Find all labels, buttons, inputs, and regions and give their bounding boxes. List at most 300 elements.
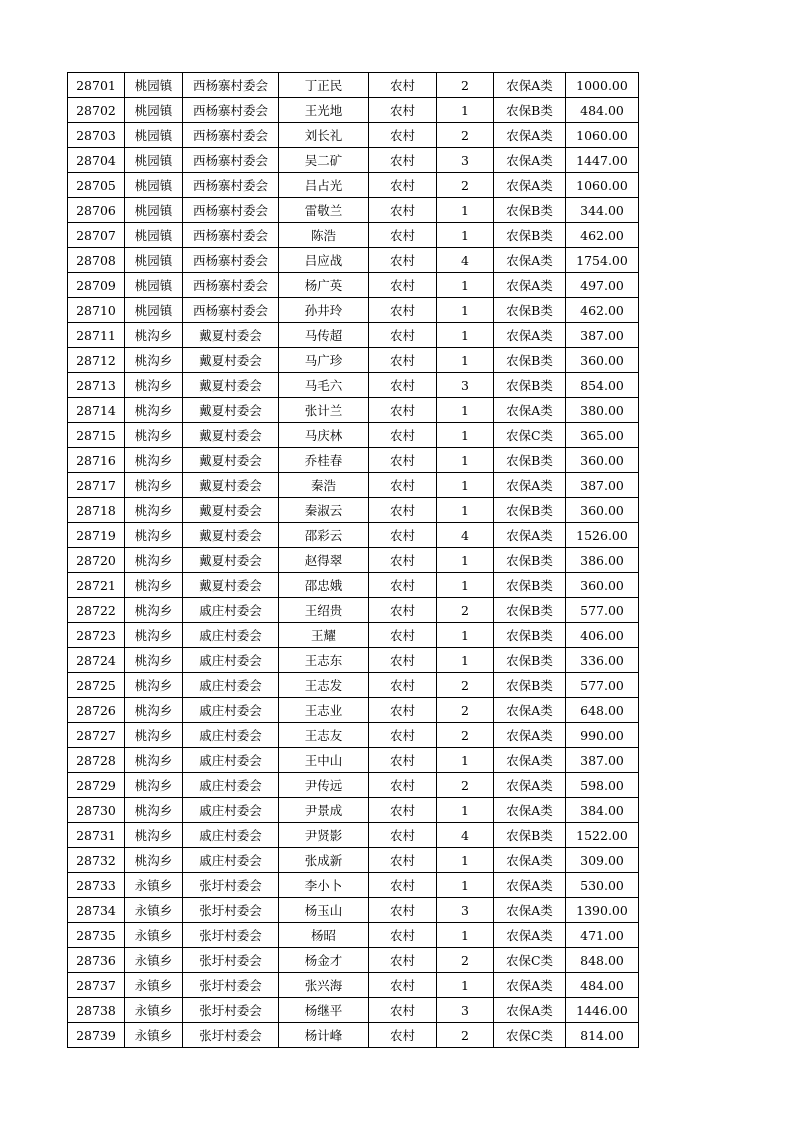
table-row: [68, 898, 639, 923]
table-row: [68, 98, 639, 123]
serial-number-cell: 28737: [68, 973, 125, 998]
village-committee-cell: 戚庄村委会: [183, 598, 279, 623]
township-cell: 桃沟乡: [125, 823, 183, 848]
serial-number-cell: 28703: [68, 123, 125, 148]
name-cell: 王耀: [279, 623, 369, 648]
table-row: [68, 73, 639, 98]
township-cell: 桃沟乡: [125, 698, 183, 723]
village-committee-cell: 戴夏村委会: [183, 548, 279, 573]
table-row: [68, 723, 639, 748]
name-cell: 王志发: [279, 673, 369, 698]
name-cell: 孙井玲: [279, 298, 369, 323]
name-cell: 刘长礼: [279, 123, 369, 148]
amount-cell: 848.00: [566, 948, 639, 973]
amount-cell: 1060.00: [566, 173, 639, 198]
household-type-cell: 农村: [369, 598, 437, 623]
household-type-cell: 农村: [369, 998, 437, 1023]
name-cell: 杨计峰: [279, 1023, 369, 1048]
township-cell: 永镇乡: [125, 898, 183, 923]
village-committee-cell: 西杨寨村委会: [183, 248, 279, 273]
amount-cell: 471.00: [566, 923, 639, 948]
amount-cell: 387.00: [566, 748, 639, 773]
amount-cell: 360.00: [566, 573, 639, 598]
table-row: [68, 1023, 639, 1048]
serial-number-cell: 28715: [68, 423, 125, 448]
township-cell: 永镇乡: [125, 998, 183, 1023]
insurance-class-cell: 农保C类: [494, 1023, 566, 1048]
people-count-cell: 1: [437, 973, 494, 998]
insurance-class-cell: 农保B类: [494, 448, 566, 473]
records-table: [67, 72, 639, 1048]
name-cell: 张兴海: [279, 973, 369, 998]
insurance-class-cell: 农保A类: [494, 898, 566, 923]
name-cell: 马庆林: [279, 423, 369, 448]
table-row: [68, 998, 639, 1023]
amount-cell: 598.00: [566, 773, 639, 798]
table-row: [68, 448, 639, 473]
people-count-cell: 1: [437, 498, 494, 523]
table-row: [68, 423, 639, 448]
insurance-class-cell: 农保A类: [494, 323, 566, 348]
township-cell: 桃沟乡: [125, 723, 183, 748]
name-cell: 张成新: [279, 848, 369, 873]
township-cell: 桃沟乡: [125, 498, 183, 523]
insurance-class-cell: 农保A类: [494, 748, 566, 773]
insurance-class-cell: 农保A类: [494, 873, 566, 898]
name-cell: 李小卜: [279, 873, 369, 898]
insurance-class-cell: 农保A类: [494, 398, 566, 423]
serial-number-cell: 28708: [68, 248, 125, 273]
people-count-cell: 1: [437, 798, 494, 823]
table-row: [68, 123, 639, 148]
amount-cell: 1526.00: [566, 523, 639, 548]
serial-number-cell: 28718: [68, 498, 125, 523]
household-type-cell: 农村: [369, 948, 437, 973]
insurance-class-cell: 农保C类: [494, 423, 566, 448]
table-row: [68, 248, 639, 273]
household-type-cell: 农村: [369, 298, 437, 323]
amount-cell: 648.00: [566, 698, 639, 723]
serial-number-cell: 28706: [68, 198, 125, 223]
insurance-class-cell: 农保B类: [494, 573, 566, 598]
serial-number-cell: 28702: [68, 98, 125, 123]
table-row: [68, 698, 639, 723]
people-count-cell: 2: [437, 73, 494, 98]
household-type-cell: 农村: [369, 648, 437, 673]
table-row: [68, 948, 639, 973]
people-count-cell: 2: [437, 1023, 494, 1048]
insurance-class-cell: 农保B类: [494, 598, 566, 623]
township-cell: 桃沟乡: [125, 398, 183, 423]
serial-number-cell: 28707: [68, 223, 125, 248]
serial-number-cell: 28739: [68, 1023, 125, 1048]
household-type-cell: 农村: [369, 848, 437, 873]
township-cell: 桃沟乡: [125, 423, 183, 448]
household-type-cell: 农村: [369, 523, 437, 548]
serial-number-cell: 28713: [68, 373, 125, 398]
table-row: [68, 873, 639, 898]
township-cell: 桃园镇: [125, 73, 183, 98]
village-committee-cell: 张圩村委会: [183, 998, 279, 1023]
village-committee-cell: 戚庄村委会: [183, 723, 279, 748]
people-count-cell: 1: [437, 423, 494, 448]
township-cell: 桃沟乡: [125, 323, 183, 348]
table-row: [68, 498, 639, 523]
amount-cell: 1446.00: [566, 998, 639, 1023]
serial-number-cell: 28714: [68, 398, 125, 423]
people-count-cell: 1: [437, 848, 494, 873]
village-committee-cell: 西杨寨村委会: [183, 148, 279, 173]
serial-number-cell: 28712: [68, 348, 125, 373]
amount-cell: 577.00: [566, 673, 639, 698]
township-cell: 桃沟乡: [125, 598, 183, 623]
name-cell: 杨玉山: [279, 898, 369, 923]
household-type-cell: 农村: [369, 698, 437, 723]
township-cell: 桃园镇: [125, 98, 183, 123]
household-type-cell: 农村: [369, 798, 437, 823]
township-cell: 桃沟乡: [125, 773, 183, 798]
household-type-cell: 农村: [369, 898, 437, 923]
table-row: [68, 323, 639, 348]
household-type-cell: 农村: [369, 323, 437, 348]
amount-cell: 1447.00: [566, 148, 639, 173]
village-committee-cell: 张圩村委会: [183, 898, 279, 923]
people-count-cell: 1: [437, 323, 494, 348]
amount-cell: 336.00: [566, 648, 639, 673]
village-committee-cell: 西杨寨村委会: [183, 173, 279, 198]
name-cell: 王绍贵: [279, 598, 369, 623]
household-type-cell: 农村: [369, 248, 437, 273]
serial-number-cell: 28719: [68, 523, 125, 548]
serial-number-cell: 28724: [68, 648, 125, 673]
insurance-class-cell: 农保B类: [494, 298, 566, 323]
serial-number-cell: 28720: [68, 548, 125, 573]
household-type-cell: 农村: [369, 398, 437, 423]
village-committee-cell: 张圩村委会: [183, 873, 279, 898]
name-cell: 秦浩: [279, 473, 369, 498]
village-committee-cell: 西杨寨村委会: [183, 98, 279, 123]
table-row: [68, 748, 639, 773]
village-committee-cell: 戴夏村委会: [183, 523, 279, 548]
amount-cell: 1754.00: [566, 248, 639, 273]
village-committee-cell: 张圩村委会: [183, 948, 279, 973]
people-count-cell: 1: [437, 223, 494, 248]
name-cell: 乔桂春: [279, 448, 369, 473]
people-count-cell: 1: [437, 473, 494, 498]
people-count-cell: 1: [437, 273, 494, 298]
table-row: [68, 573, 639, 598]
people-count-cell: 4: [437, 248, 494, 273]
table-row: [68, 823, 639, 848]
insurance-class-cell: 农保A类: [494, 923, 566, 948]
people-count-cell: 2: [437, 698, 494, 723]
township-cell: 桃沟乡: [125, 348, 183, 373]
village-committee-cell: 戚庄村委会: [183, 748, 279, 773]
village-committee-cell: 戚庄村委会: [183, 648, 279, 673]
insurance-class-cell: 农保B类: [494, 673, 566, 698]
household-type-cell: 农村: [369, 498, 437, 523]
table-row: [68, 848, 639, 873]
table-row: [68, 398, 639, 423]
name-cell: 陈浩: [279, 223, 369, 248]
insurance-class-cell: 农保A类: [494, 173, 566, 198]
village-committee-cell: 张圩村委会: [183, 923, 279, 948]
amount-cell: 386.00: [566, 548, 639, 573]
name-cell: 吴二矿: [279, 148, 369, 173]
table-row: [68, 673, 639, 698]
table-row: [68, 973, 639, 998]
household-type-cell: 农村: [369, 123, 437, 148]
township-cell: 桃沟乡: [125, 373, 183, 398]
amount-cell: 854.00: [566, 373, 639, 398]
amount-cell: 1060.00: [566, 123, 639, 148]
amount-cell: 309.00: [566, 848, 639, 873]
village-committee-cell: 戴夏村委会: [183, 373, 279, 398]
table-row: [68, 173, 639, 198]
name-cell: 赵得翠: [279, 548, 369, 573]
people-count-cell: 4: [437, 523, 494, 548]
village-committee-cell: 戚庄村委会: [183, 698, 279, 723]
household-type-cell: 农村: [369, 673, 437, 698]
insurance-class-cell: 农保A类: [494, 248, 566, 273]
name-cell: 尹景成: [279, 798, 369, 823]
table-row: [68, 923, 639, 948]
township-cell: 桃园镇: [125, 223, 183, 248]
insurance-class-cell: 农保A类: [494, 123, 566, 148]
township-cell: 永镇乡: [125, 973, 183, 998]
name-cell: 王中山: [279, 748, 369, 773]
insurance-class-cell: 农保A类: [494, 723, 566, 748]
township-cell: 永镇乡: [125, 948, 183, 973]
serial-number-cell: 28704: [68, 148, 125, 173]
village-committee-cell: 戚庄村委会: [183, 823, 279, 848]
amount-cell: 365.00: [566, 423, 639, 448]
amount-cell: 990.00: [566, 723, 639, 748]
insurance-class-cell: 农保B类: [494, 548, 566, 573]
table-row: [68, 648, 639, 673]
village-committee-cell: 戴夏村委会: [183, 348, 279, 373]
household-type-cell: 农村: [369, 973, 437, 998]
serial-number-cell: 28710: [68, 298, 125, 323]
people-count-cell: 1: [437, 573, 494, 598]
people-count-cell: 1: [437, 448, 494, 473]
insurance-class-cell: 农保B类: [494, 623, 566, 648]
table-row: [68, 598, 639, 623]
household-type-cell: 农村: [369, 223, 437, 248]
village-committee-cell: 戚庄村委会: [183, 773, 279, 798]
people-count-cell: 4: [437, 823, 494, 848]
insurance-class-cell: 农保A类: [494, 798, 566, 823]
village-committee-cell: 西杨寨村委会: [183, 73, 279, 98]
household-type-cell: 农村: [369, 273, 437, 298]
name-cell: 王志东: [279, 648, 369, 673]
people-count-cell: 1: [437, 98, 494, 123]
township-cell: 桃沟乡: [125, 748, 183, 773]
insurance-class-cell: 农保A类: [494, 998, 566, 1023]
people-count-cell: 1: [437, 398, 494, 423]
amount-cell: 1522.00: [566, 823, 639, 848]
amount-cell: 1000.00: [566, 73, 639, 98]
people-count-cell: 2: [437, 123, 494, 148]
amount-cell: 387.00: [566, 473, 639, 498]
township-cell: 桃沟乡: [125, 848, 183, 873]
insurance-class-cell: 农保C类: [494, 948, 566, 973]
name-cell: 雷敬兰: [279, 198, 369, 223]
township-cell: 桃沟乡: [125, 573, 183, 598]
insurance-class-cell: 农保B类: [494, 223, 566, 248]
township-cell: 桃园镇: [125, 298, 183, 323]
table-row: [68, 273, 639, 298]
village-committee-cell: 张圩村委会: [183, 1023, 279, 1048]
amount-cell: 360.00: [566, 498, 639, 523]
household-type-cell: 农村: [369, 98, 437, 123]
amount-cell: 360.00: [566, 348, 639, 373]
insurance-class-cell: 农保A类: [494, 523, 566, 548]
household-type-cell: 农村: [369, 623, 437, 648]
township-cell: 桃园镇: [125, 173, 183, 198]
household-type-cell: 农村: [369, 823, 437, 848]
table-row: [68, 148, 639, 173]
people-count-cell: 1: [437, 348, 494, 373]
insurance-class-cell: 农保A类: [494, 473, 566, 498]
people-count-cell: 1: [437, 298, 494, 323]
township-cell: 桃沟乡: [125, 548, 183, 573]
household-type-cell: 农村: [369, 723, 437, 748]
serial-number-cell: 28711: [68, 323, 125, 348]
village-committee-cell: 戚庄村委会: [183, 623, 279, 648]
amount-cell: 530.00: [566, 873, 639, 898]
township-cell: 桃沟乡: [125, 473, 183, 498]
table-row: [68, 223, 639, 248]
amount-cell: 497.00: [566, 273, 639, 298]
serial-number-cell: 28732: [68, 848, 125, 873]
table-row: [68, 298, 639, 323]
village-committee-cell: 戴夏村委会: [183, 573, 279, 598]
household-type-cell: 农村: [369, 1023, 437, 1048]
township-cell: 桃园镇: [125, 123, 183, 148]
people-count-cell: 1: [437, 198, 494, 223]
insurance-class-cell: 农保B类: [494, 373, 566, 398]
name-cell: 马广珍: [279, 348, 369, 373]
township-cell: 桃园镇: [125, 273, 183, 298]
village-committee-cell: 西杨寨村委会: [183, 198, 279, 223]
village-committee-cell: 戴夏村委会: [183, 473, 279, 498]
serial-number-cell: 28728: [68, 748, 125, 773]
village-committee-cell: 戚庄村委会: [183, 798, 279, 823]
table-row: [68, 548, 639, 573]
name-cell: 邵彩云: [279, 523, 369, 548]
insurance-class-cell: 农保A类: [494, 698, 566, 723]
serial-number-cell: 28736: [68, 948, 125, 973]
name-cell: 丁正民: [279, 73, 369, 98]
serial-number-cell: 28701: [68, 73, 125, 98]
township-cell: 永镇乡: [125, 873, 183, 898]
village-committee-cell: 戴夏村委会: [183, 323, 279, 348]
table-row: [68, 798, 639, 823]
name-cell: 秦淑云: [279, 498, 369, 523]
serial-number-cell: 28725: [68, 673, 125, 698]
household-type-cell: 农村: [369, 448, 437, 473]
insurance-class-cell: 农保B类: [494, 198, 566, 223]
serial-number-cell: 28729: [68, 773, 125, 798]
amount-cell: 484.00: [566, 98, 639, 123]
name-cell: 王志友: [279, 723, 369, 748]
village-committee-cell: 戴夏村委会: [183, 398, 279, 423]
township-cell: 桃园镇: [125, 198, 183, 223]
amount-cell: 462.00: [566, 298, 639, 323]
table-row: [68, 773, 639, 798]
household-type-cell: 农村: [369, 348, 437, 373]
village-committee-cell: 戚庄村委会: [183, 848, 279, 873]
amount-cell: 406.00: [566, 623, 639, 648]
village-committee-cell: 西杨寨村委会: [183, 123, 279, 148]
people-count-cell: 3: [437, 998, 494, 1023]
people-count-cell: 1: [437, 748, 494, 773]
household-type-cell: 农村: [369, 748, 437, 773]
table-row: [68, 348, 639, 373]
insurance-class-cell: 农保A类: [494, 773, 566, 798]
township-cell: 桃沟乡: [125, 623, 183, 648]
insurance-class-cell: 农保A类: [494, 848, 566, 873]
name-cell: 杨继平: [279, 998, 369, 1023]
people-count-cell: 3: [437, 898, 494, 923]
village-committee-cell: 戚庄村委会: [183, 673, 279, 698]
insurance-class-cell: 农保B类: [494, 498, 566, 523]
name-cell: 马传超: [279, 323, 369, 348]
table-row: [68, 623, 639, 648]
people-count-cell: 1: [437, 623, 494, 648]
people-count-cell: 1: [437, 923, 494, 948]
serial-number-cell: 28730: [68, 798, 125, 823]
name-cell: 尹贤影: [279, 823, 369, 848]
table-row: [68, 523, 639, 548]
township-cell: 桃沟乡: [125, 648, 183, 673]
table-row: [68, 473, 639, 498]
serial-number-cell: 28717: [68, 473, 125, 498]
township-cell: 永镇乡: [125, 923, 183, 948]
village-committee-cell: 张圩村委会: [183, 973, 279, 998]
name-cell: 张计兰: [279, 398, 369, 423]
people-count-cell: 2: [437, 773, 494, 798]
name-cell: 杨昭: [279, 923, 369, 948]
insurance-class-cell: 农保B类: [494, 98, 566, 123]
insurance-class-cell: 农保B类: [494, 348, 566, 373]
township-cell: 桃沟乡: [125, 523, 183, 548]
insurance-class-cell: 农保A类: [494, 273, 566, 298]
household-type-cell: 农村: [369, 373, 437, 398]
amount-cell: 384.00: [566, 798, 639, 823]
serial-number-cell: 28738: [68, 998, 125, 1023]
household-type-cell: 农村: [369, 423, 437, 448]
township-cell: 桃沟乡: [125, 673, 183, 698]
amount-cell: 484.00: [566, 973, 639, 998]
household-type-cell: 农村: [369, 923, 437, 948]
people-count-cell: 1: [437, 873, 494, 898]
name-cell: 邵忠娥: [279, 573, 369, 598]
insurance-class-cell: 农保A类: [494, 973, 566, 998]
amount-cell: 380.00: [566, 398, 639, 423]
household-type-cell: 农村: [369, 773, 437, 798]
household-type-cell: 农村: [369, 573, 437, 598]
serial-number-cell: 28735: [68, 923, 125, 948]
people-count-cell: 2: [437, 948, 494, 973]
name-cell: 王志业: [279, 698, 369, 723]
township-cell: 桃园镇: [125, 148, 183, 173]
township-cell: 桃沟乡: [125, 798, 183, 823]
township-cell: 桃沟乡: [125, 448, 183, 473]
amount-cell: 814.00: [566, 1023, 639, 1048]
insurance-class-cell: 农保A类: [494, 73, 566, 98]
